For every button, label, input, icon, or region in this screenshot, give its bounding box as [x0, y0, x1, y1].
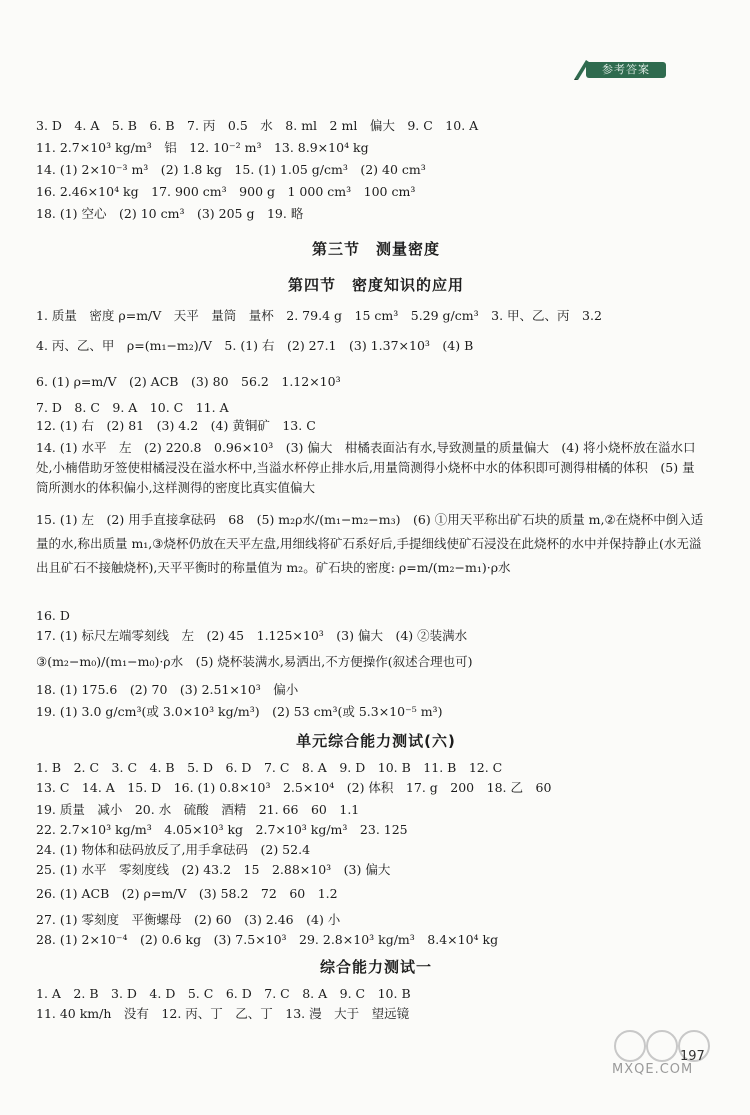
page-number: 197: [680, 1049, 705, 1064]
answer-line: ③(m₂−m₀)/(m₁−m₀)·ρ水 (5) 烧杯装满水,易洒出,不方便操作(叙述合理也可): [36, 654, 473, 669]
answer-paragraph: 14. (1) 水平 左 (2) 220.8 0.96×10³ (3) 偏大 柑橘表面沾有水,导致测量的质量偏大 (4) 将小烧杯放在溢水口处,小楠借助牙签使柑橘浸没在溢水杯中,当溢水杯停止排水后,用量筒测得小烧杯中水的体积即可测得柑橘的体积 (5) 量筒所测水的体积偏小,这样测得的密度比真实值偏大: [36, 440, 696, 495]
answer-line: 22. 2.7×10³ kg/m³ 4.05×10³ kg 2.7×10³ kg/m³ 23. 125: [36, 822, 408, 837]
answer-line: 3. D 4. A 5. B 6. B 7. 丙 0.5 水 8. ml 2 ml 偏大 9. C 10. A: [36, 118, 479, 133]
answer-line: 11. 40 km/h 没有 12. 丙、丁 乙、丁 13. 漫 大于 望远镜: [36, 1006, 410, 1021]
answer-line: 19. (1) 3.0 g/cm³(或 3.0×10³ kg/m³) (2) 53 cm³(或 5.3×10⁻⁵ m³): [36, 704, 443, 719]
answer-line: 27. (1) 零刻度 平衡螺母 (2) 60 (3) 2.46 (4) 小: [36, 912, 341, 927]
section-title: 综合能力测试一: [319, 958, 432, 976]
answer-line: 28. (1) 2×10⁻⁴ (2) 0.6 kg (3) 7.5×10³ 29. 2.8×10³ kg/m³ 8.4×10⁴ kg: [36, 932, 499, 947]
answer-line: 14. (1) 2×10⁻³ m³ (2) 1.8 kg 15. (1) 1.05 g/cm³ (2) 40 cm³: [36, 162, 426, 177]
answer-line: 18. (1) 空心 (2) 10 cm³ (3) 205 g 19. 略: [36, 206, 304, 221]
section-title: 第三节 测量密度: [311, 240, 440, 258]
answer-line: 24. (1) 物体和砝码放反了,用手拿砝码 (2) 52.4: [36, 842, 311, 857]
watermark-text: MXQE.COM: [612, 1062, 694, 1077]
answer-line: 16. 2.46×10⁴ kg 17. 900 cm³ 900 g 1 000 cm³ 100 cm³: [36, 184, 416, 199]
answer-line: 6. (1) ρ=m/V (2) ACB (3) 80 56.2 1.12×10³: [36, 374, 341, 389]
answer-line: 1. B 2. C 3. C 4. B 5. D 6. D 7. C 8. A 9. D 10. B 11. B 12. C: [36, 760, 503, 775]
section-title: 第四节 密度知识的应用: [287, 276, 464, 294]
logo-text: 参考答案: [586, 62, 666, 78]
answer-line: 11. 2.7×10³ kg/m³ 铝 12. 10⁻² m³ 13. 8.9×10⁴ kg: [36, 140, 369, 155]
answer-line: 12. (1) 右 (2) 81 (3) 4.2 (4) 黄铜矿 13. C: [36, 418, 316, 433]
answer-line: 19. 质量 减小 20. 水 硫酸 酒精 21. 66 60 1.1: [36, 802, 360, 817]
answer-line: 4. 丙、乙、甲 ρ=(m₁−m₂)/V 5. (1) 右 (2) 27.1 (3) 1.37×10³ (4) B: [36, 338, 474, 353]
answer-line: 13. C 14. A 15. D 16. (1) 0.8×10³ 2.5×10⁴ (2) 体积 17. g 200 18. 乙 60: [36, 780, 552, 795]
answer-line: 7. D 8. C 9. A 10. C 11. A: [36, 400, 229, 415]
answer-line: 25. (1) 水平 零刻度线 (2) 43.2 15 2.88×10³ (3) 偏大: [36, 862, 391, 877]
answer-paragraph: 15. (1) 左 (2) 用手直接拿砝码 68 (5) m₂ρ水/(m₁−m₂−m₃) (6) ①用天平称出矿石块的质量 m,②在烧杯中倒入适量的水,称出质量 m₁,③烧杯仍放在天平左盘,用细线将矿石系好后,手提细线使矿石浸没在此烧杯的水中并保持静止(水无溢出且矿石不接触烧杯),天平平衡时的称量值为 m₂。矿石块的密度: ρ=m/(m₂−m₁)·ρ水: [36, 512, 704, 575]
answer-line: 16. D: [36, 608, 70, 623]
answer-key-logo: [572, 56, 666, 82]
answer-line: 1. 质量 密度 ρ=m/V 天平 量筒 量杯 2. 79.4 g 15 cm³ 5.29 g/cm³ 3. 甲、乙、丙 3.2: [36, 308, 602, 323]
section-title: 单元综合能力测试(六): [296, 732, 456, 750]
answer-line: 17. (1) 标尺左端零刻线 左 (2) 45 1.125×10³ (3) 偏大 (4) ②装满水: [36, 628, 468, 643]
answer-line: 26. (1) ACB (2) ρ=m/V (3) 58.2 72 60 1.2: [36, 886, 338, 901]
answer-line: 18. (1) 175.6 (2) 70 (3) 2.51×10³ 偏小: [36, 682, 299, 697]
answer-line: 1. A 2. B 3. D 4. D 5. C 6. D 7. C 8. A 9. C 10. B: [36, 986, 411, 1001]
